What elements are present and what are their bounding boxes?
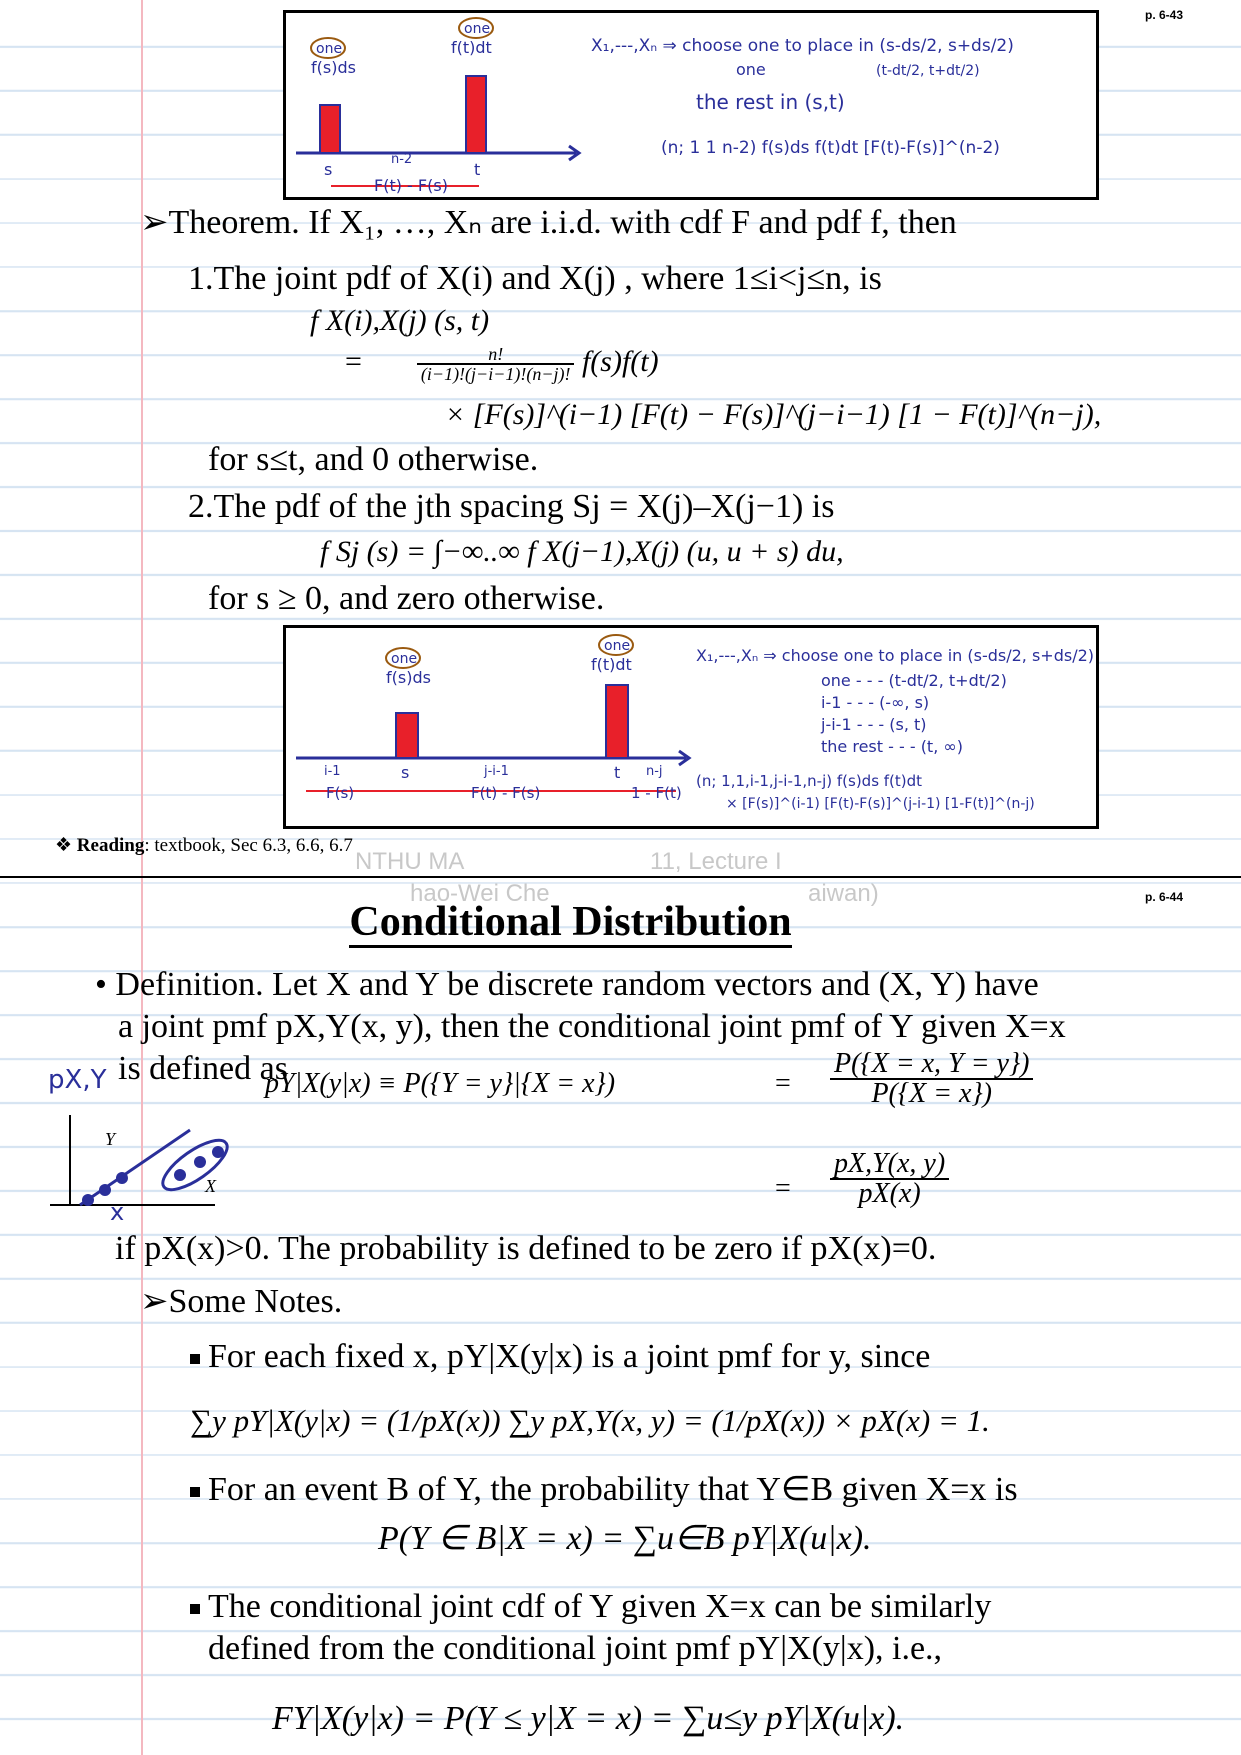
spacing-pdf-formula: f Sj (s) = ∫−∞..∞ f X(j−1),X(j) (u, u + s) du, [320,535,844,568]
item-1-condition: for s≤t, and 0 otherwise. [208,441,539,478]
label-j-i-1: j-i-1 [484,764,509,779]
point [212,1146,224,1158]
conditional-pmf-lhs: pY|X(y|x) ≡ P({Y = y}|{X = x}) [265,1068,616,1099]
fraction-denominator: (i−1)!(j−i−1)!(n−j)! [420,364,571,384]
bar-s [396,713,418,758]
label-fsds: f(s)ds [386,668,431,687]
label-one-t: one [604,638,631,654]
label-1-Ft: 1 - F(t) [631,784,682,802]
slide-title [0,898,1141,946]
note-row: the rest - - - (t, ∞) [821,737,963,756]
label-one-s: one [316,41,343,57]
square-bullet-icon [190,1604,200,1614]
watermark: hao-Wei Che [410,880,550,907]
joint-pmf-sketch [40,1060,240,1220]
fraction-2 [830,1150,949,1208]
pdf-product: f(s)f(t) [581,344,659,378]
joint-pdf-cdf-terms: × [F(s)]^(i−1) [F(t) − F(s)]^(j−i−1) [1 − F(t)]^(n−j), [445,398,1102,431]
note-row: j-i-1 - - - (s, t) [821,715,927,734]
label-fsds: f(s)ds [311,58,356,77]
note-line-2: one [736,60,766,79]
label-i-1: i-1 [324,764,341,779]
note-line-3: the rest in (s,t) [696,90,845,114]
label-s: s [324,160,333,179]
item-2-condition: for s ≥ 0, and zero otherwise. [208,580,605,617]
label-Fs: F(s) [326,784,355,802]
label-t: t [474,160,481,179]
note-line-2b: (t-dt/2, t+dt/2) [876,63,980,79]
definition-line-3: is defined as [118,1050,288,1087]
label-Ft-Fs: F(t) - F(s) [471,784,541,802]
label-t: t [614,763,621,782]
label-s: s [401,763,410,782]
positivity-condition: if pX(x)>0. The probability is defined to be zero if pX(x)=0. [115,1230,937,1267]
label-one-s: one [391,651,418,667]
slide-title-text: Conditional Distribution [349,899,791,948]
diamond-bullet-icon: ❖ [55,835,77,856]
note-line-1: X₁,---,Xₙ ⇒ choose one to place in (s-ds/2, s+ds/2) [696,646,1095,665]
note-line-1: X₁,---,Xₙ ⇒ choose one to place in (s-ds/2, s+ds/2) [591,36,1014,56]
sum-formula: ∑y pY|X(y|x) = (1/pX(x)) ∑y pX,Y(x, y) = (1/pX(x)) × pX(x) = 1. [190,1403,990,1438]
fraction-2-denominator: pX(x) [858,1178,921,1209]
order-statistics-sketch-2 [286,628,1096,826]
point [82,1194,94,1206]
fraction-2-numerator: pX,Y(x, y) [830,1150,949,1180]
note-multinomial: (n; 1,1,i-1,j-i-1,n-j) f(s)ds f(t)dt [696,772,923,790]
label-Ft-Fs: F(t) - F(s) [374,176,448,195]
slide-divider [0,876,1241,878]
page-number: p. 6-44 [1144,890,1183,904]
fraction-1-numerator: P({X = x, Y = y}) [830,1050,1033,1080]
point [174,1169,186,1181]
factorial-fraction [417,345,575,383]
handwritten-diagram-1 [283,10,1099,200]
point [99,1184,111,1196]
handwritten-diagram-2 [283,625,1099,829]
label-n-2: n-2 [391,152,413,167]
sketch-X: X [205,1176,216,1196]
note-multinomial-2: × [F(s)]^(i-1) [F(t)-F(s)]^(j-i-1) [1-F(t)]^(n-j) [726,796,1035,812]
watermark: 11, Lecture I [650,848,782,875]
label-n-j: n-j [646,764,663,779]
square-bullet-icon [190,1354,200,1364]
note-bullet-3-text: The conditional joint cdf of Y given X=x can be similarly [208,1588,992,1625]
note-bullet-2 [190,1473,1018,1507]
fraction-1-denominator: P({X = x}) [871,1078,993,1109]
label-ftdt: f(t)dt [451,38,492,57]
theorem-statement: ➢Theorem. If X₁, …, Xₙ are i.i.d. with cdf F and pdf f, then [140,204,957,241]
definition-line-1: • Definition. Let X and Y be discrete random vectors and (X, Y) have [95,966,1039,1003]
note-bullet-2-text: For an event B of Y, the probability that Y∈B given X=x is [208,1471,1018,1508]
note-line-4: (n; 1 1 n-2) f(s)ds f(t)dt [F(t)-F(s)]^(n-2) [661,138,1000,158]
bar-s [320,105,340,153]
note-bullet-3-line-2: defined from the conditional joint pmf pY|X(y|x), i.e., [208,1630,943,1667]
some-notes-heading: ➢Some Notes. [140,1283,343,1320]
note-bullet-3 [190,1590,991,1624]
watermark: NTHU MA [355,848,465,875]
equals-sign: = [345,344,362,378]
reading-label: Reading [76,835,145,856]
joint-pdf-lhs: f X(i),X(j) (s, t) [310,304,490,337]
reading-line [55,836,353,855]
note-bullet-1 [190,1340,930,1374]
equals-sign: = [775,1068,791,1099]
equals-sign: = [775,1173,791,1204]
cdf-formula: FY|X(y|x) = P(Y ≤ y|X = x) = ∑u≤y pY|X(u|x). [272,1700,905,1737]
bar-t [606,685,628,758]
diagonal-line [80,1130,190,1205]
note-bullet-1-text: For each fixed x, pY|X(y|x) is a joint pmf for y, since [208,1338,931,1375]
point [194,1156,206,1168]
note-row: i-1 - - - (-∞, s) [821,693,930,712]
theorem-item-2: 2.The pdf of the jth spacing Sj = X(j)–X(j−1) is [188,488,835,525]
fraction-1 [830,1050,1033,1108]
theorem-item-1: 1.The joint pdf of X(i) and X(j) , where 1≤i<j≤n, is [188,260,882,297]
watermark: aiwan) [808,880,879,907]
reading-text: : textbook, Sec 6.3, 6.6, 6.7 [144,835,353,856]
page-number: p. 6-43 [1144,8,1183,22]
point [116,1172,128,1184]
note-row: one - - - (t-dt/2, t+dt/2) [821,671,1007,690]
definition-line-2: a joint pmf pX,Y(x, y), then the conditional joint pmf of Y given X=x [118,1008,1066,1045]
sketch-x: x [110,1198,125,1220]
label-one-t: one [464,21,491,37]
event-formula: P(Y ∈ B|X = x) = ∑u∈B pY|X(u|x). [378,1520,872,1557]
joint-pdf-formula [345,345,659,383]
sketch-Y: Y [105,1129,116,1149]
fraction-numerator: n! [417,345,575,365]
square-bullet-icon [190,1487,200,1497]
sketch-pxy: pX,Y [48,1065,107,1095]
order-statistics-sketch [286,13,1096,197]
bar-t [466,76,486,153]
label-ftdt: f(t)dt [591,655,632,674]
